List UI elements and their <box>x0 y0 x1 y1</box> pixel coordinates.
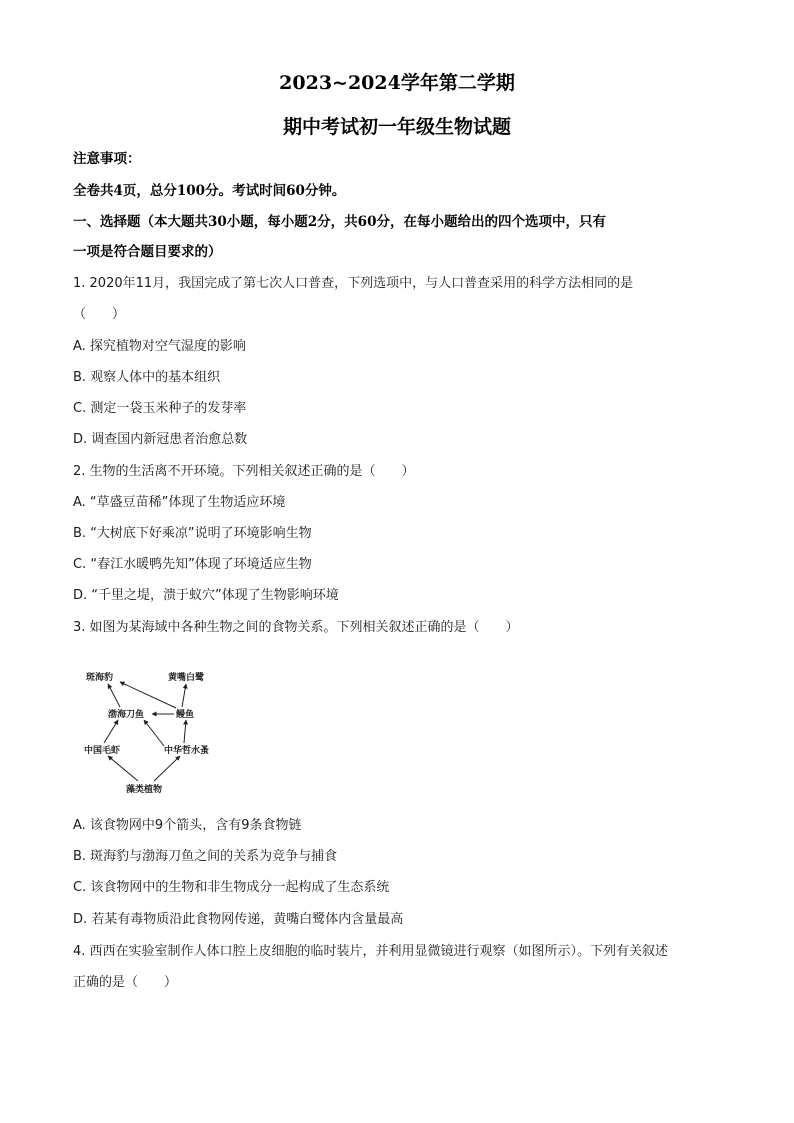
question-4-stem: 4. 西西在实验室制作人体口腔上皮细胞的临时装片，并利用显微镜进行观察（如图所示）。下列有关叙述 <box>73 944 669 959</box>
question-3-stem: 3. 如图为某海域中各种生物之间的食物关系。下列相关叙述正确的是（ ） <box>73 620 519 635</box>
arrow-algae-to-shrimp <box>108 756 138 781</box>
question-2-option-b: B. “大树底下好乘凉”说明了环境影响生物 <box>73 526 312 541</box>
notes-info: 全卷共4页，总分100分。考试时间60分钟。 <box>73 183 346 199</box>
node-copepod: 中华哲水蚤 <box>164 746 210 756</box>
question-1-option-d: D. 调查国内新冠患者治愈总数 <box>73 432 248 447</box>
question-2-option-c: C. “春江水暖鸭先知”体现了环境适应生物 <box>73 557 312 572</box>
node-algae: 藻类植物 <box>126 785 163 795</box>
arrow-algae-to-copepod <box>154 756 180 781</box>
arrow-eel-to-egret <box>182 684 186 707</box>
question-3-option-d: D. 若某有毒物质沿此食物网传递，黄嘴白鹭体内含量最高 <box>73 912 404 927</box>
arrow-copepod-to-eel <box>184 720 186 743</box>
page-subtitle: 期中考试初一年级生物试题 <box>282 116 511 138</box>
arrow-bohai-to-seal <box>108 684 120 707</box>
notes-heading: 注意事项： <box>73 151 141 167</box>
question-1-option-a: A. 探究植物对空气湿度的影响 <box>73 339 246 354</box>
question-1-option-c: C. 测定一袋玉米种子的发芽率 <box>73 401 247 416</box>
arrow-shrimp-to-bohai <box>104 720 118 743</box>
node-eel: 鳗鱼 <box>176 710 195 720</box>
page-title: 2023~2024学年第二学期 <box>279 72 515 94</box>
node-spotted-seal: 斑海豹 <box>86 673 114 683</box>
question-1-option-b: B. 观察人体中的基本组织 <box>73 370 221 385</box>
food-web-diagram <box>80 666 220 800</box>
section-heading-line1: 一、选择题（本大题共30小题，每小题2分，共60分，在每小题给出的四个选项中，只有 <box>73 214 606 230</box>
question-3-option-b: B. 斑海豹与渤海刀鱼之间的关系为竞争与捕食 <box>73 849 338 864</box>
node-yellow-bill-egret: 黄嘴白鹭 <box>168 673 205 683</box>
arrow-copepod-to-bohai <box>144 720 164 746</box>
question-2-option-d: D. “千里之堤，溃于蚁穴”体现了生物影响环境 <box>73 588 339 603</box>
question-1-stem-blank: （ ） <box>73 307 126 322</box>
question-2-option-a: A. “草盛豆苗稀”体现了生物适应环境 <box>73 495 286 510</box>
question-3-option-a: A. 该食物网中9个箭头，含有9条食物链 <box>73 818 302 833</box>
node-shrimp: 中国毛虾 <box>84 746 121 756</box>
question-4-stem-line2: 正确的是（ ） <box>73 975 178 990</box>
food-web-svg <box>80 666 220 796</box>
question-1-stem: 1. 2020年11月，我国完成了第七次人口普查，下列选项中，与人口普查采用的科学方法相同的是 <box>73 276 634 291</box>
arrow-eel-to-seal <box>120 682 176 708</box>
section-heading-line2: 一项是符合题目要求的） <box>73 244 222 260</box>
question-3-option-c: C. 该食物网中的生物和非生物成分一起构成了生态系统 <box>73 880 390 895</box>
question-2-stem: 2. 生物的生活离不开环境。下列相关叙述正确的是（ ） <box>73 464 415 479</box>
node-bohai-fish: 渤海刀鱼 <box>108 710 145 720</box>
